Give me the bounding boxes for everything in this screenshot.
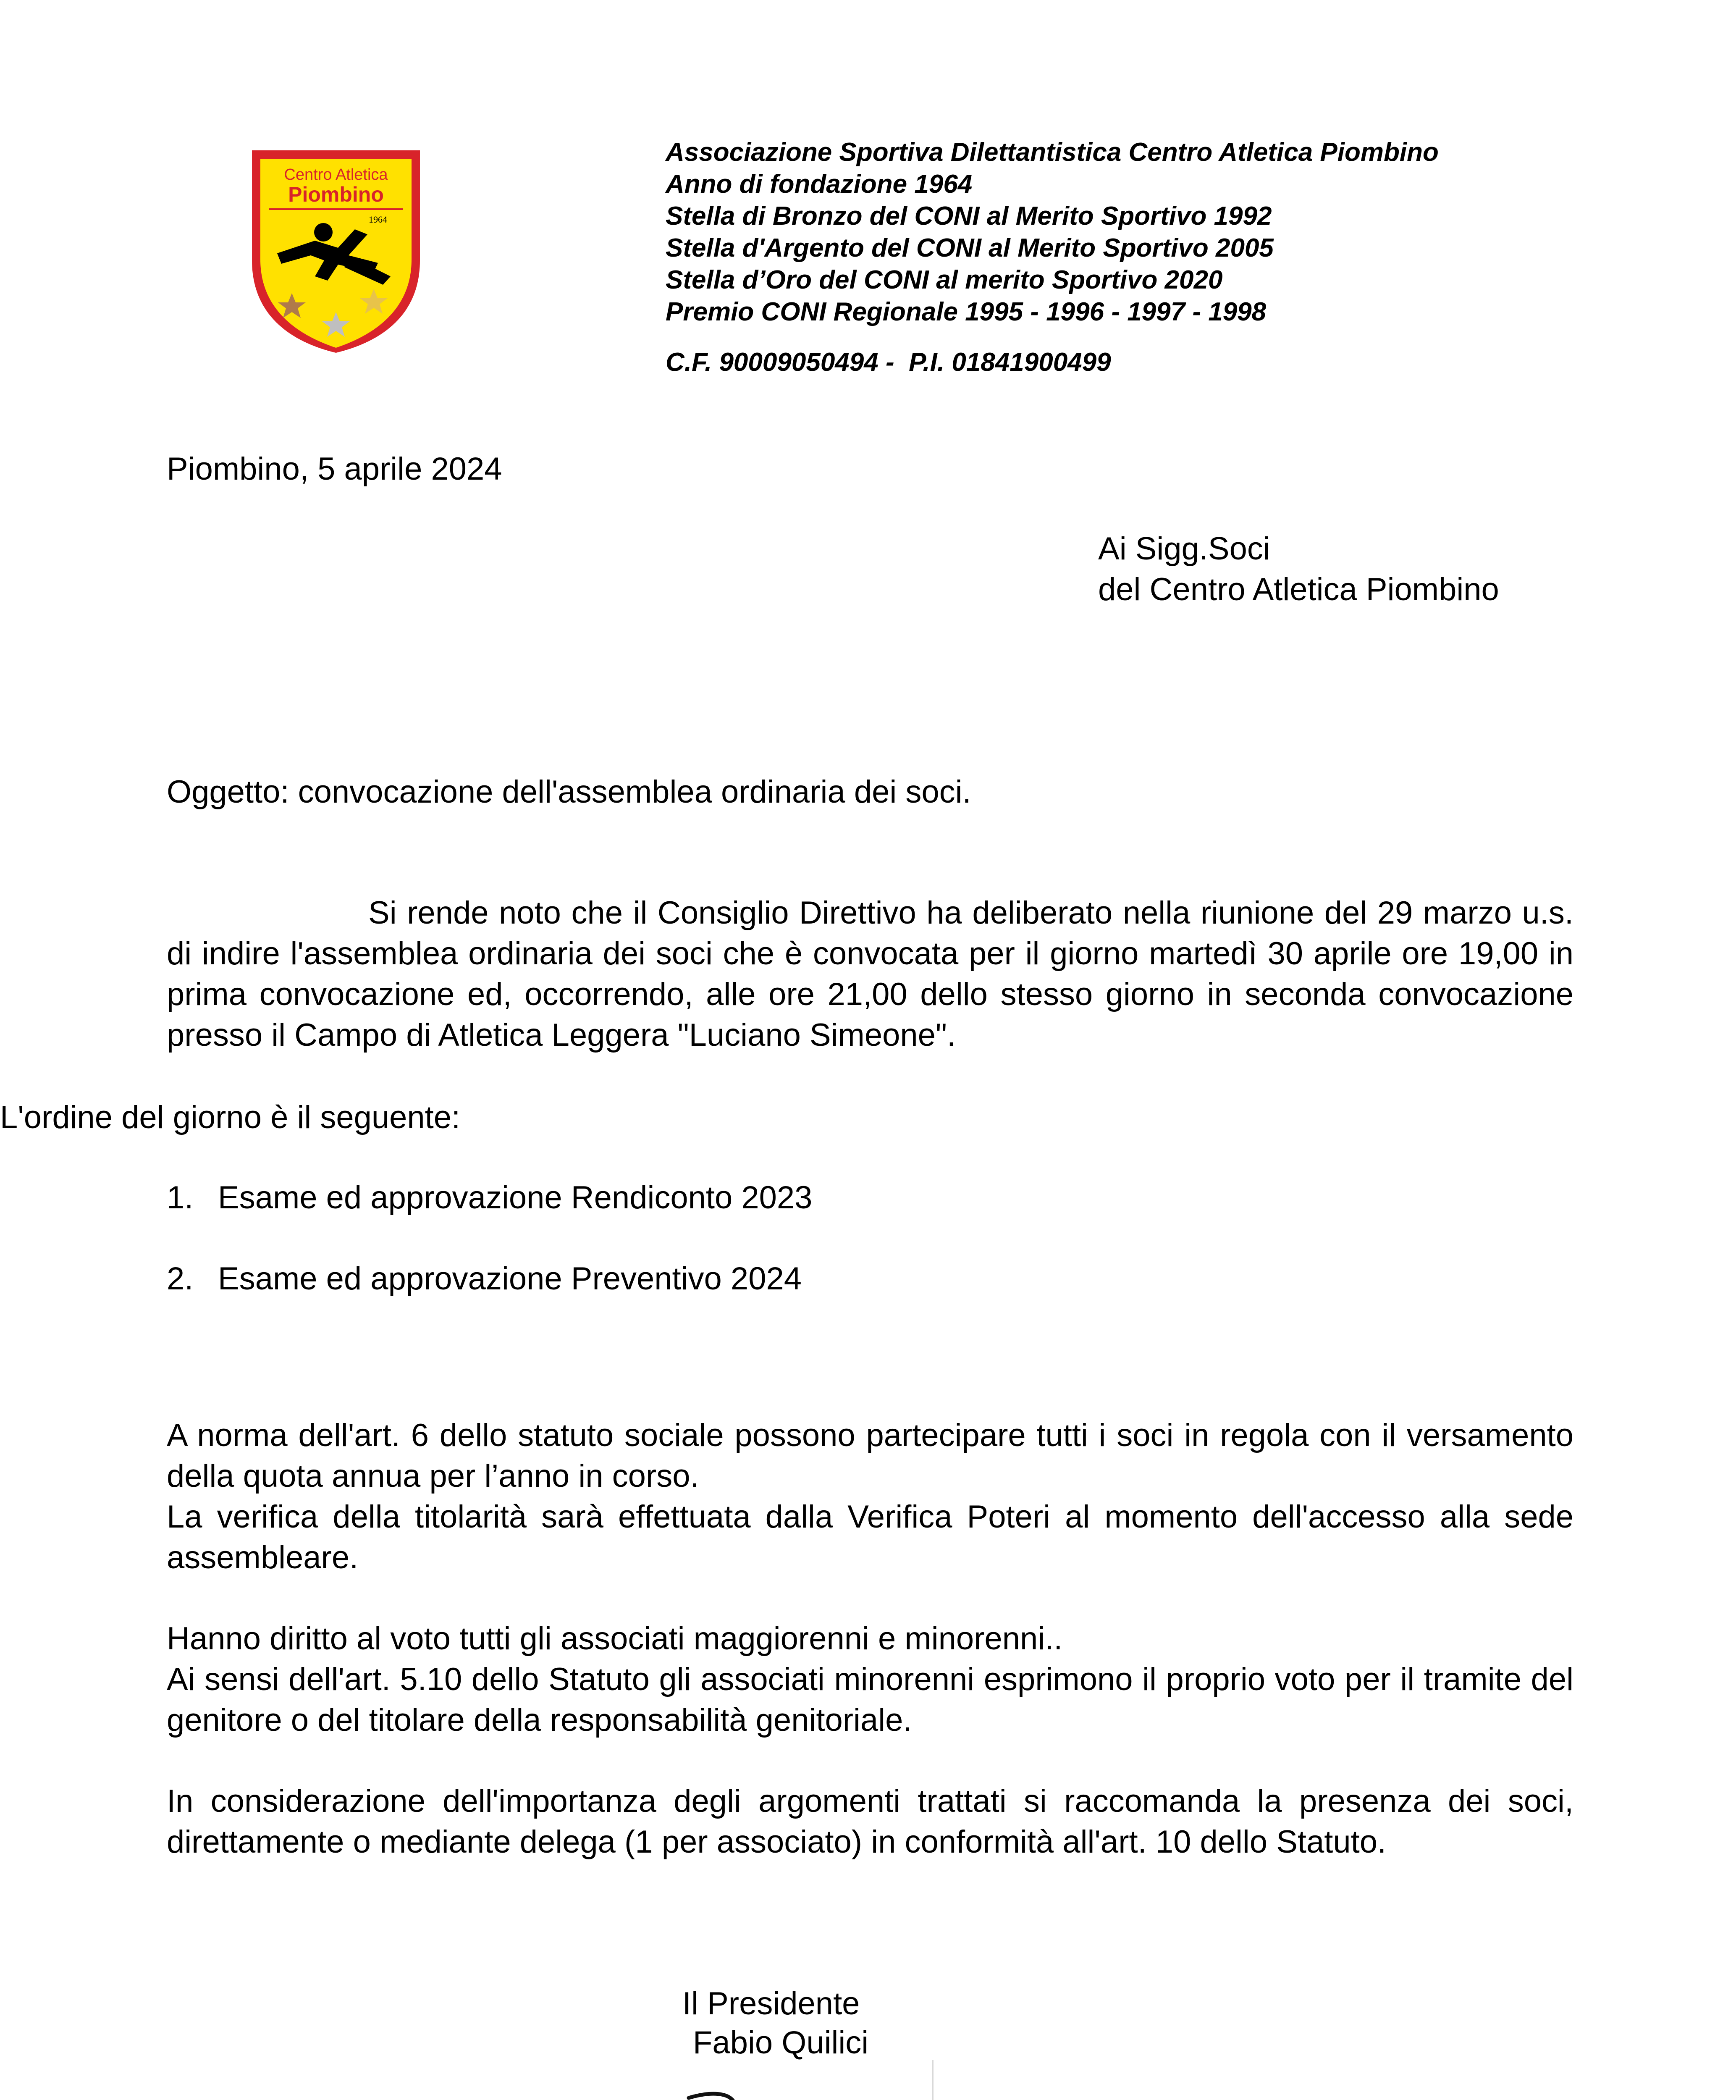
agenda-item-text: Esame ed approvazione Rendiconto 2023 bbox=[218, 1180, 813, 1215]
signatory-name: Fabio Quilici bbox=[693, 2025, 869, 2061]
signature-divider bbox=[932, 2060, 934, 2100]
recommendation-paragraph: In considerazione dell'importanza degli argomenti trattati si raccomanda la presenza dei soci, direttamente o mediante delega (1 per associato) in conformità all'art. 10 dello Statuto. bbox=[167, 1783, 1573, 1860]
agenda-intro: L'ordine del giorno è il seguente: bbox=[0, 1100, 461, 1135]
association-name: Associazione Sportiva Dilettantistica Centro Atletica Piombino bbox=[666, 138, 1439, 167]
foundation-year: Anno di fondazione 1964 bbox=[666, 170, 973, 199]
agenda-list bbox=[167, 1177, 812, 1339]
association-info bbox=[666, 136, 1439, 328]
award-regional: Premio CONI Regionale 1995 - 1996 - 1997 - 1998 bbox=[666, 297, 1267, 326]
agenda-item-number: 2. bbox=[167, 1261, 194, 1297]
voting-paragraph bbox=[167, 1618, 1573, 1740]
handwritten-signature bbox=[630, 2081, 890, 2100]
tax-codes: C.F. 90009050494 - P.I. 01841900499 bbox=[666, 348, 1111, 377]
verification-rule: La verifica della titolarità sarà effettuata dalla Verifica Poteri al momento dell'accesso alla sede assembleare. bbox=[167, 1499, 1573, 1575]
participation-paragraph bbox=[167, 1415, 1573, 1578]
logo-name-text: Piombino bbox=[288, 183, 384, 206]
agenda-item bbox=[167, 1258, 812, 1339]
intro-paragraph: Si rende noto che il Consiglio Direttivo ha deliberato nella riunione del 29 marzo u.s. di indire l'assemblea ordinaria dei soci che è convocata per il giorno martedì 30 aprile ore 19,00 in prima convocazione ed, occorrendo, alle ore 21,00 dello stesso giorno in seconda convocazione presso il Campo di Atletica Leggera "Luciano Simeone". bbox=[167, 895, 1573, 1053]
logo-year-text: 1964 bbox=[369, 214, 387, 225]
award-bronze: Stella di Bronzo del CONI al Merito Sportivo 1992 bbox=[666, 202, 1272, 231]
award-silver: Stella d'Argento del CONI al Merito Sportivo 2005 bbox=[666, 234, 1274, 262]
agenda-item-number: 1. bbox=[167, 1180, 194, 1215]
logo-top-text: Centro Atletica bbox=[284, 166, 388, 184]
recipient-line: Ai Sigg.Soci bbox=[1098, 531, 1270, 567]
award-gold: Stella d’Oro del CONI al merito Sportivo 2020 bbox=[666, 265, 1223, 294]
club-logo bbox=[252, 150, 420, 353]
recipient-block bbox=[1098, 528, 1499, 610]
place-date: Piombino, 5 aprile 2024 bbox=[167, 451, 502, 487]
agenda-item-text: Esame ed approvazione Preventivo 2024 bbox=[218, 1261, 802, 1297]
voting-right: Hanno diritto al voto tutti gli associati maggiorenni e minorenni.. bbox=[167, 1621, 1063, 1656]
agenda-item bbox=[167, 1177, 812, 1258]
minor-voting-rule: Ai sensi dell'art. 5.10 dello Statuto gli associati minorenni esprimono il proprio voto per il tramite del genitore o del titolare della responsabilità genitoriale. bbox=[167, 1662, 1573, 1738]
recipient-line: del Centro Atletica Piombino bbox=[1098, 572, 1499, 607]
participation-rule: A norma dell'art. 6 dello statuto sociale possono partecipare tutti i soci in regola con il versamento della quota annua per l’anno in corso. bbox=[167, 1418, 1573, 1494]
signatory-title: Il Presidente bbox=[682, 1986, 860, 2021]
subject-line: Oggetto: convocazione dell'assemblea ordinaria dei soci. bbox=[167, 774, 971, 810]
